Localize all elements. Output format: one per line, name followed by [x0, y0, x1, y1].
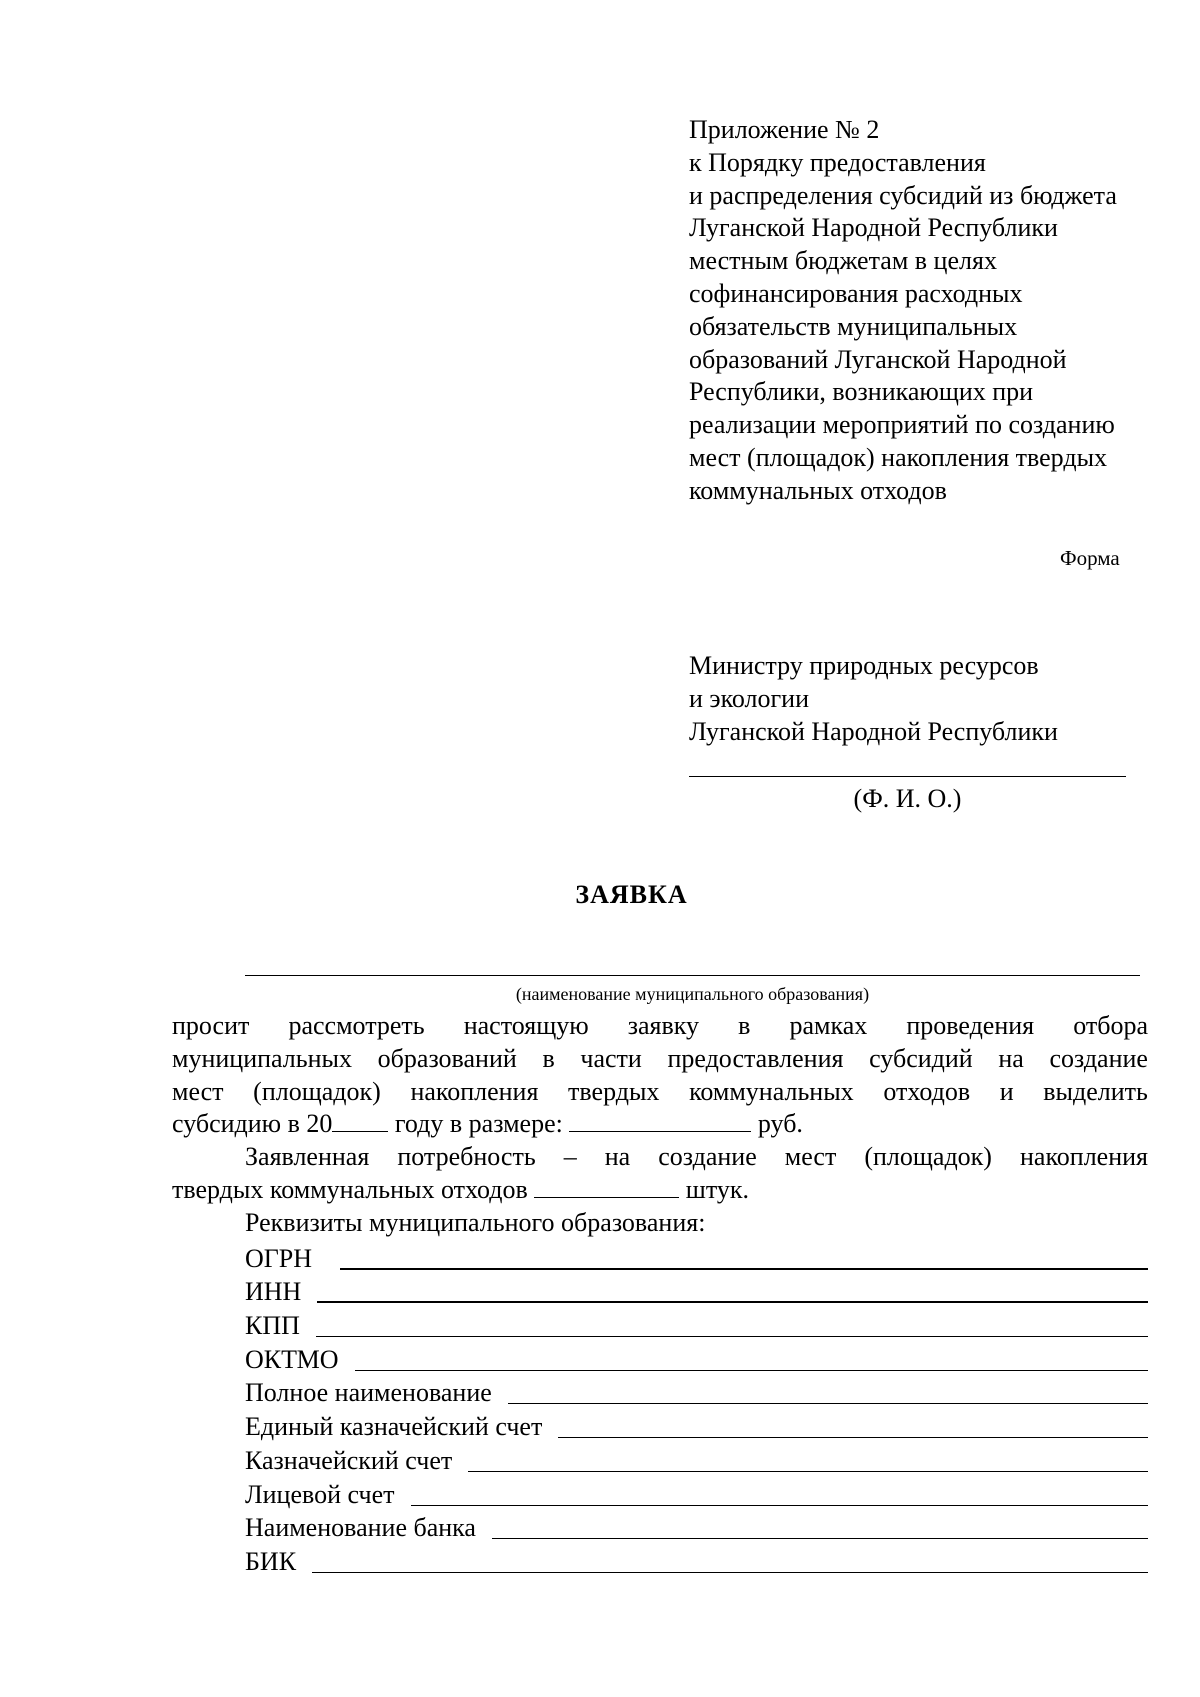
word: выделить [1043, 1076, 1148, 1106]
word: рассмотреть [288, 1011, 425, 1040]
bank-name-field[interactable] [492, 1514, 1148, 1539]
requisite-row-personal-account [245, 1476, 1148, 1510]
word: образований [377, 1043, 517, 1073]
requisite-label: ИНН [245, 1277, 302, 1307]
amount-blank[interactable] [569, 1111, 751, 1132]
addressee-line: Луганской Народной Республики [689, 716, 1058, 746]
word: на [604, 1142, 631, 1172]
treasury-account-field[interactable] [468, 1447, 1148, 1472]
requisites-list [245, 1240, 1148, 1577]
word: накопления [410, 1076, 539, 1106]
requisite-row-inn [245, 1274, 1148, 1308]
requisite-label: Лицевой счет [245, 1479, 395, 1509]
requisite-row-bik [245, 1543, 1148, 1577]
appendix-line: мест (площадок) накопления твердых [689, 442, 1108, 472]
form-label: Форма [1060, 546, 1120, 570]
oktmo-field[interactable] [355, 1346, 1148, 1371]
appendix-line: и распределения субсидий из бюджета [689, 180, 1117, 210]
word: субсидий [869, 1043, 973, 1073]
inn-field[interactable] [317, 1277, 1148, 1303]
requisite-row-oktmo [245, 1341, 1148, 1375]
requisite-label: ОКТМО [245, 1344, 339, 1374]
body-line-1 [172, 1010, 1148, 1043]
word: твердых [568, 1076, 660, 1106]
word: коммунальных [689, 1076, 854, 1106]
word: проведения [906, 1011, 1035, 1040]
word: рамках [789, 1011, 868, 1040]
requisite-label: КПП [245, 1311, 300, 1341]
word: заявку [627, 1011, 700, 1040]
municipality-blank-line[interactable] [245, 975, 1140, 976]
body-line-3 [172, 1076, 1148, 1109]
units-label: штук. [679, 1174, 749, 1204]
requisite-row-treasury-account [245, 1442, 1148, 1476]
request-body [172, 1010, 1148, 1207]
unified-treasury-account-field[interactable] [558, 1413, 1148, 1438]
requisite-label: ОГРН [245, 1243, 313, 1273]
document-title: ЗАЯВКА [575, 880, 688, 909]
appendix-block [689, 114, 1169, 508]
body-line-2 [172, 1043, 1148, 1076]
word: создание [1049, 1043, 1148, 1073]
appendix-line: Луганской Народной Республики [689, 213, 1058, 243]
requisite-row-ogrn [245, 1240, 1148, 1274]
word: и [999, 1076, 1014, 1106]
ogrn-field[interactable] [340, 1244, 1148, 1270]
appendix-line: Приложение № 2 [689, 115, 880, 144]
appendix-line: коммунальных отходов [689, 475, 947, 505]
requisite-label: Наименование банка [245, 1513, 476, 1543]
word: (площадок) [253, 1076, 381, 1106]
quantity-blank[interactable] [534, 1177, 679, 1198]
requisite-row-unified-treasury-account [245, 1408, 1148, 1442]
word: мест [172, 1076, 224, 1106]
appendix-line: обязательств муниципальных [689, 311, 1018, 341]
word: мест [784, 1142, 837, 1172]
addressee-line: Министру природных ресурсов [689, 651, 1039, 680]
word: в [542, 1043, 555, 1073]
requisite-label: Единый казначейский счет [245, 1412, 543, 1442]
word: – [563, 1142, 577, 1172]
word: муниципальных [172, 1043, 353, 1073]
word: предоставления [667, 1043, 844, 1073]
word: на [998, 1043, 1024, 1073]
word: накопления [1020, 1142, 1148, 1172]
addressee-block [689, 650, 1159, 748]
appendix-line: к Порядку предоставления [689, 147, 986, 177]
appendix-line: софинансирования расходных [689, 278, 1023, 308]
subsidy-amount-label: году в размере: [388, 1109, 570, 1139]
fio-blank-line[interactable] [689, 776, 1126, 777]
personal-account-field[interactable] [411, 1481, 1148, 1506]
requisite-label: Полное наименование [245, 1378, 492, 1408]
word: просит [172, 1011, 250, 1040]
appendix-line: образований Луганской Народной [689, 344, 1067, 374]
currency-label: руб. [751, 1109, 803, 1139]
body-line-5 [172, 1141, 1148, 1174]
appendix-line: Республики, возникающих при [689, 377, 1034, 407]
year-blank[interactable] [332, 1111, 388, 1132]
requisites-heading: Реквизиты муниципального образования: [245, 1208, 706, 1237]
requisite-label: БИК [245, 1546, 297, 1576]
body-line-6 [172, 1174, 1148, 1207]
word: отходов [883, 1076, 971, 1106]
subsidy-year-prefix: субсидию в 20 [172, 1109, 333, 1139]
fio-caption: (Ф. И. О.) [853, 784, 962, 813]
full-name-field[interactable] [508, 1379, 1148, 1404]
word: Заявленная [245, 1142, 370, 1172]
need-label: твердых коммунальных отходов [172, 1174, 535, 1204]
requisite-label: Казначейский счет [245, 1445, 453, 1475]
municipality-caption: (наименование муниципального образования) [515, 984, 870, 1004]
addressee-line: и экологии [689, 683, 810, 713]
word: создание [658, 1142, 757, 1172]
word: настоящую [463, 1011, 589, 1040]
word: потребность [397, 1142, 536, 1172]
appendix-line: реализации мероприятий по созданию [689, 410, 1115, 440]
word: (площадок) [864, 1142, 992, 1172]
appendix-line: местным бюджетам в целях [689, 246, 997, 276]
requisite-row-bank-name [245, 1510, 1148, 1544]
word: отбора [1073, 1011, 1148, 1040]
requisite-row-full-name [245, 1375, 1148, 1409]
bik-field[interactable] [312, 1548, 1148, 1573]
word: в [738, 1011, 751, 1040]
body-line-4 [172, 1108, 1148, 1141]
word: части [580, 1043, 642, 1073]
requisite-row-kpp [245, 1307, 1148, 1341]
kpp-field[interactable] [316, 1312, 1148, 1337]
